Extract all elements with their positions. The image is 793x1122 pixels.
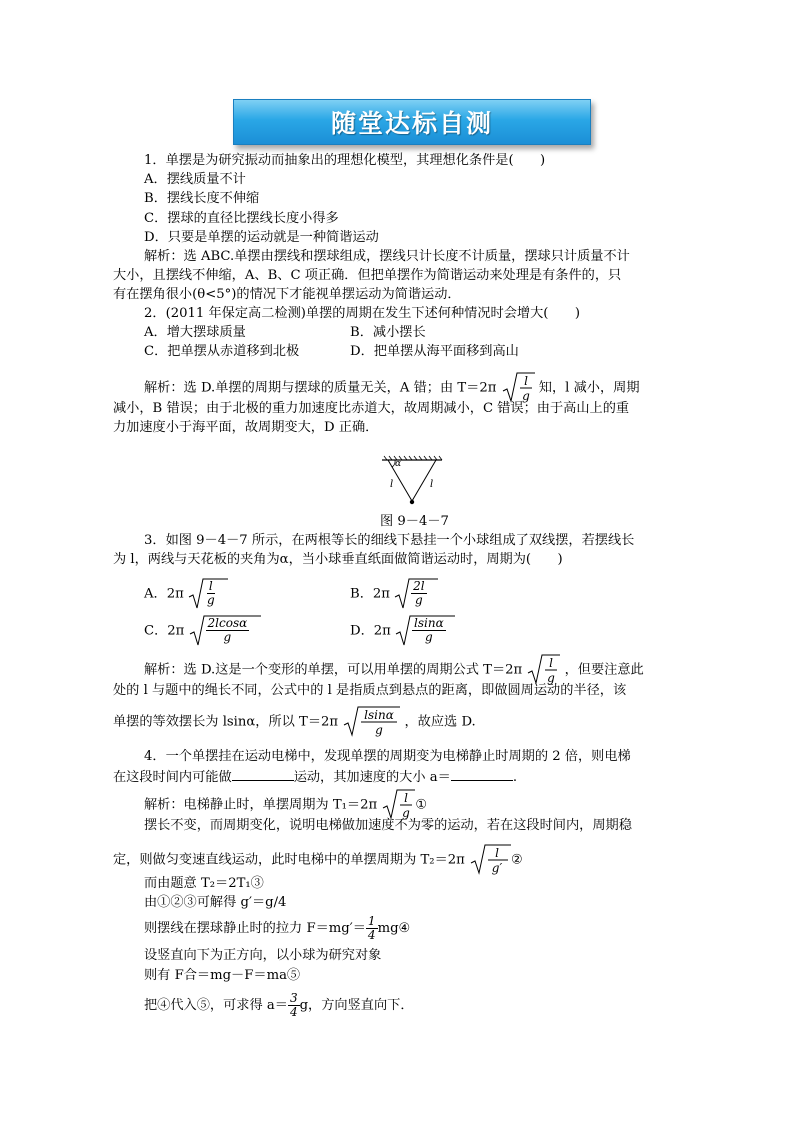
radical-icon: [188, 577, 228, 611]
q4-analysis-text-b: 定，则做匀变速直线运动，此时电梯中的单摆周期为 T₂＝2π: [113, 852, 465, 868]
q2-analysis-text-a: 解析：选 D.单摆的周期与摆球的质量无关，A 错；由 T＝2π: [144, 380, 497, 396]
figure-caption: 图 9－4－7: [380, 514, 449, 529]
fraction-one-quarter: $\frac{1}{4}$: [367, 914, 376, 942]
q2-analysis-line3: 力加速度小于海平面，故周期变大，D 正确．: [113, 420, 379, 435]
figure-label-l-right: l: [430, 479, 434, 490]
q4-mark-2: ②: [511, 852, 523, 868]
q4-mark-1: ①: [415, 797, 428, 813]
q4-line9-text-b: g，方向竖直向下．: [299, 998, 414, 1013]
q3-option-d: [350, 614, 455, 648]
q3-analysis-line3: [113, 705, 476, 739]
svg-text:g: g: [521, 389, 530, 403]
radical-icon: [394, 577, 438, 611]
q1-option-b: B．摆线长度不伸缩: [144, 191, 260, 206]
q3-d-den: g: [425, 630, 433, 644]
q2-option-b: B．减小摆长: [350, 325, 426, 340]
q1-analysis-line3: 有在摆角很小(θ<5°)的情况下才能视单摆运动为简谐运动．: [113, 287, 461, 302]
q1-stem: 1．单摆是为研究振动而抽象出的理想化模型，其理想化条件是( ): [144, 153, 546, 168]
svg-text:l: l: [404, 791, 409, 805]
figure-label-l-left: l: [390, 479, 394, 490]
q4-stem-text-c: .: [512, 770, 518, 785]
q4-stem-line1: 4．一个单摆挂在运动电梯中，发现单摆的周期变为电梯静止时周期的 2 倍，则电梯: [144, 749, 631, 764]
svg-text:g: g: [547, 671, 556, 685]
q4-line5: 由①②③可解得 g′＝g/4: [144, 895, 287, 910]
q3-option-c: [144, 614, 261, 648]
q4-analysis-line3: [113, 843, 523, 877]
q3-option-c-label: C．2π: [144, 623, 185, 639]
q3-a-num: l: [208, 579, 213, 593]
q3-option-b: [350, 577, 438, 611]
q3-analysis-line2: 处的 l 与题中的绳长不同，公式中的 l 是指质点到悬点的距离，即做圆周运动的半径，该: [113, 683, 627, 698]
q4-line8: 则有 F合＝mg－F＝ma⑤: [144, 968, 301, 983]
q2-option-c: C．把单摆从赤道移到北极: [144, 344, 300, 359]
q1-option-c: C．摆球的直径比摆线长度小得多: [144, 211, 339, 226]
q3-c-num: 2lcosα: [207, 616, 248, 630]
radical-icon: [189, 614, 261, 648]
q2-option-a: A．增大摆球质量: [144, 325, 246, 340]
radical-icon: [395, 614, 455, 648]
sqrt-lsin-over-g: [342, 705, 400, 739]
q3-stem-line2: 为 l，两线与天花板的夹角为α，当小球垂直纸面做简谐运动时，周期为( ): [113, 552, 563, 567]
q4-analysis-line2: 摆长不变，而周期变化，说明电梯做加速度不为零的运动，若在这段时间内，周期稳: [144, 818, 632, 833]
svg-text:g: g: [402, 806, 411, 820]
svg-text:l: l: [549, 656, 554, 670]
q4-line4: 而由题意 T₂＝2T₁③: [144, 876, 264, 891]
q4-line9-text-a: 把④代入⑤，可求得 a＝: [144, 998, 288, 1013]
q3-option-d-label: D．2π: [350, 623, 391, 639]
q3-analysis-text-c: 单摆的等效摆长为 lsinα，所以 T＝2π: [113, 714, 339, 730]
q4-line9: [144, 992, 414, 1019]
fraction-three-quarters: $\frac{3}{4}$: [289, 991, 298, 1019]
q1-analysis-line2: 大小，且摆线不伸缩，A、B、C 项正确．但把单摆作为简谐运动来处理是有条件的，只: [113, 268, 622, 283]
answer-blank-1[interactable]: [232, 767, 294, 781]
double-pendulum-figure: [380, 455, 444, 511]
svg-text:g: g: [375, 723, 384, 737]
q2-analysis-text-b: 知，l 减小，周期: [538, 380, 640, 396]
section-banner: [233, 99, 591, 145]
q3-a-den: g: [206, 593, 215, 607]
q3-d-num: lsinα: [414, 616, 444, 630]
sqrt-l-over-gprime: [469, 843, 511, 877]
q3-analysis-text-b: ，但要注意此: [564, 662, 644, 678]
q2-stem: 2．(2011 年保定高二检测)单摆的周期在发生下述何种情况时会增大( ): [144, 306, 580, 321]
figure-label-alpha: α: [395, 459, 402, 469]
q3-c-den: g: [223, 630, 232, 644]
q3-b-den: g: [415, 593, 423, 607]
q4-line6-text-b: mg④: [377, 921, 411, 936]
q4-line7: 设竖直向下为正方向，以小球为研究对象: [144, 948, 382, 963]
q3-analysis-text-d: ，故应选 D.: [404, 714, 476, 730]
banner-title: 随堂达标自测: [330, 109, 493, 138]
q4-line6-text-a: 则摆线在摆球静止时的拉力 F＝mg′＝: [144, 921, 366, 936]
q3-b-num: 2l: [413, 579, 425, 593]
q1-analysis-line1: 解析：选 ABC.单摆由摆线和摆球组成，摆线只计长度不计质量，摆球只计质量不计: [144, 249, 630, 264]
q4-analysis-text-a: 解析：电梯静止时，单摆周期为 T₁＝2π: [144, 797, 378, 813]
q2-analysis-line2: 减小，B 错误；由于北极的重力加速度比赤道大，故周期减小，C 错误；由于高山上的重: [113, 401, 630, 416]
q3-analysis-text-a: 解析：选 D.这是一个变形的单摆，可以用单摆的周期公式 T＝2π: [144, 662, 523, 678]
q4-stem-text-b: 运动，其加速度的大小 a＝: [293, 770, 451, 785]
q1-option-d: D．只要是单摆的运动就是一种简谐运动: [144, 230, 379, 245]
svg-text:l: l: [523, 374, 528, 388]
q3-option-a: [144, 577, 228, 611]
svg-text:g′: g′: [491, 861, 503, 875]
answer-blank-2[interactable]: [451, 767, 513, 781]
q1-option-a: A．摆线质量不计: [144, 172, 246, 187]
q3-option-a-label: A．2π: [144, 586, 184, 602]
q2-option-d: D．把单摆从海平面移到高山: [350, 344, 519, 359]
q4-stem-text-a: 在这段时间内可能做: [113, 770, 232, 785]
q4-stem-line2: [113, 767, 517, 787]
q3-stem-line1: 3．如图 9－4－7 所示，在两根等长的细线下悬挂一个小球组成了双线摆，若摆线长: [144, 533, 635, 548]
svg-text:l: l: [495, 846, 499, 860]
q4-line6: [144, 915, 410, 942]
q3-option-b-label: B．2π: [350, 586, 390, 602]
svg-text:lsinα: lsinα: [364, 708, 395, 722]
